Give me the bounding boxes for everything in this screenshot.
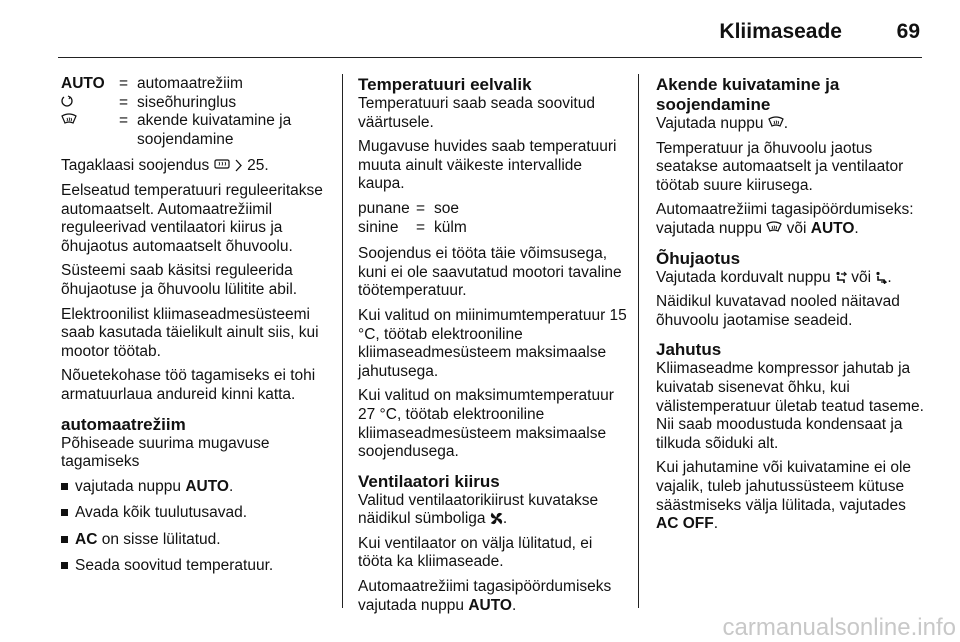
windscreen-defrost-icon	[61, 113, 77, 127]
page-header	[0, 0, 960, 60]
paragraph: Automaatrežiimi tagasipöördumiseks vajutada nuppu AUTO.	[358, 578, 612, 614]
color-legend	[358, 200, 467, 237]
paragraph: Vajutada nuppu .	[656, 115, 789, 132]
legend-eq: =	[119, 93, 129, 111]
paragraph: Temperatuur ja õhuvoolu jaotus seatakse automaatselt ja ventilaator töötab suure kiirusega.	[656, 139, 904, 194]
paragraph: Elektroonilist kliimaseadmesüsteemi saab kasutada täielikult ainult siis, kui mootor töötab.	[61, 305, 319, 360]
paragraph: Põhiseade suurima mugavuse tagamiseks	[61, 434, 270, 471]
section-heading: Jahutus	[656, 340, 722, 360]
paragraph: Valitud ventilaatorikiirust kuvatakse näidikul sümboliga .	[358, 491, 599, 528]
watermark: carmanualsonline.info	[722, 614, 956, 641]
section-heading: Ventilaatori kiirus	[358, 471, 500, 491]
section-heading: automaatrežiim	[61, 414, 186, 434]
section-heading: Temperatuuri eelvalik	[358, 75, 532, 94]
windscreen-defrost-icon	[766, 221, 782, 235]
column-1	[61, 75, 333, 584]
legend-key: sinine	[358, 218, 399, 236]
column-divider-2	[638, 74, 639, 608]
page-number: 69	[896, 20, 920, 43]
legend-key: punane	[358, 199, 410, 217]
legend-value: siseõhuringlus	[137, 93, 237, 111]
list-item: AC on sisse lülitatud.	[61, 531, 333, 550]
rear-window-heating-ref: Tagaklaasi soojendus 25.	[61, 157, 269, 175]
column-2	[358, 75, 630, 621]
paragraph: Nõuetekohase töö tagamiseks ei tohi armatuurlaua andureid kinni katta.	[61, 367, 316, 403]
legend-value: automaatrežiim	[137, 75, 243, 92]
paragraph: Temperatuuri saab seada soovitud väärtusele.	[358, 95, 595, 131]
paragraph: Kliimaseadme kompressor jahutab ja kuivatab sisenevat õhku, kui välistemperatuur ületab teatud taseme. Nii saab moodustuda kondensaat ja tilkuda sõiduki alt.	[656, 360, 924, 452]
paragraph: Vajutada korduvalt nuppu või .	[656, 268, 892, 286]
legend-eq: =	[119, 112, 129, 130]
paragraph: Kui jahutamine või kuivatamine ei ole vajalik, tuleb jahutussüsteem kütuse säästmiseks välja lülitada, vajutades AC OFF.	[656, 459, 912, 533]
list-item: Avada kõik tuulutusavad.	[61, 504, 333, 523]
paragraph: Mugavuse huvides saab temperatuuri muuta ainult väikeste intervallide kaupa.	[358, 138, 617, 193]
recirculation-icon	[61, 95, 73, 109]
legend-eq: =	[416, 218, 426, 236]
legend-row	[61, 112, 333, 149]
column-divider-1	[342, 74, 343, 608]
legend-row	[358, 200, 467, 219]
list-item: vajutada nuppu AUTO.	[61, 478, 333, 497]
air-distribution-lower-icon	[875, 271, 887, 284]
paragraph: Eelseatud temperatuuri reguleeritakse automaatselt. Automaatrežiimil reguleerivad ventilaatori kiirus ja õhujaotus automaatselt õhuvoolu.	[61, 181, 323, 255]
section-heading: Akende kuivatamine ja soojendamine	[656, 75, 840, 114]
paragraph: Näidikul kuvatavad nooled näitavad õhuvoolu jaotamise seadeid.	[656, 293, 900, 329]
paragraph: Kui ventilaator on välja lülitatud, ei tööta ka kliimaseade.	[358, 534, 593, 571]
legend-value: akende kuivatamine ja soojendamine	[137, 112, 292, 148]
legend-value: külm	[434, 218, 467, 236]
legend-eq: =	[416, 199, 426, 217]
legend-eq: =	[119, 75, 129, 92]
windscreen-defrost-icon	[768, 116, 784, 130]
page-reference-icon	[234, 159, 243, 172]
air-distribution-upper-icon	[835, 271, 847, 284]
page-title: Kliimaseade	[719, 20, 842, 43]
header-rule	[58, 57, 922, 58]
paragraph: Kui valitud on maksimumtemperatuur 27 °C, töötab elektrooniline kliimaseadmesüsteem maksimaalse soojendusega.	[358, 387, 614, 461]
section-heading: Õhujaotus	[656, 248, 741, 268]
legend-row	[61, 94, 333, 113]
list-item: Seada soovitud temperatuur.	[61, 557, 333, 576]
paragraph: Süsteemi saab käsitsi reguleerida õhujaotuse ja õhuvoolu lülitite abil.	[61, 262, 298, 298]
symbol-legend	[61, 75, 333, 149]
rear-window-heating-icon	[214, 158, 230, 172]
legend-row	[358, 219, 467, 238]
legend-value: soe	[434, 199, 459, 217]
column-3	[656, 75, 924, 540]
paragraph: Automaatrežiimi tagasipöördumiseks: vajutada nuppu või AUTO.	[656, 201, 914, 237]
paragraph: Kui valitud on miinimumtemperatuur 15 °C, töötab elektrooniline kliimaseadmesüsteem maksimaalse jahutusega.	[358, 306, 627, 380]
bullet-list	[61, 478, 333, 576]
paragraph: Soojendus ei tööta täie võimsusega, kuni ei ole saavutatud mootori tavaline töötemperatuur.	[358, 245, 622, 300]
legend-key: AUTO	[61, 75, 105, 92]
legend-row	[61, 75, 333, 94]
fan-icon	[490, 512, 503, 525]
